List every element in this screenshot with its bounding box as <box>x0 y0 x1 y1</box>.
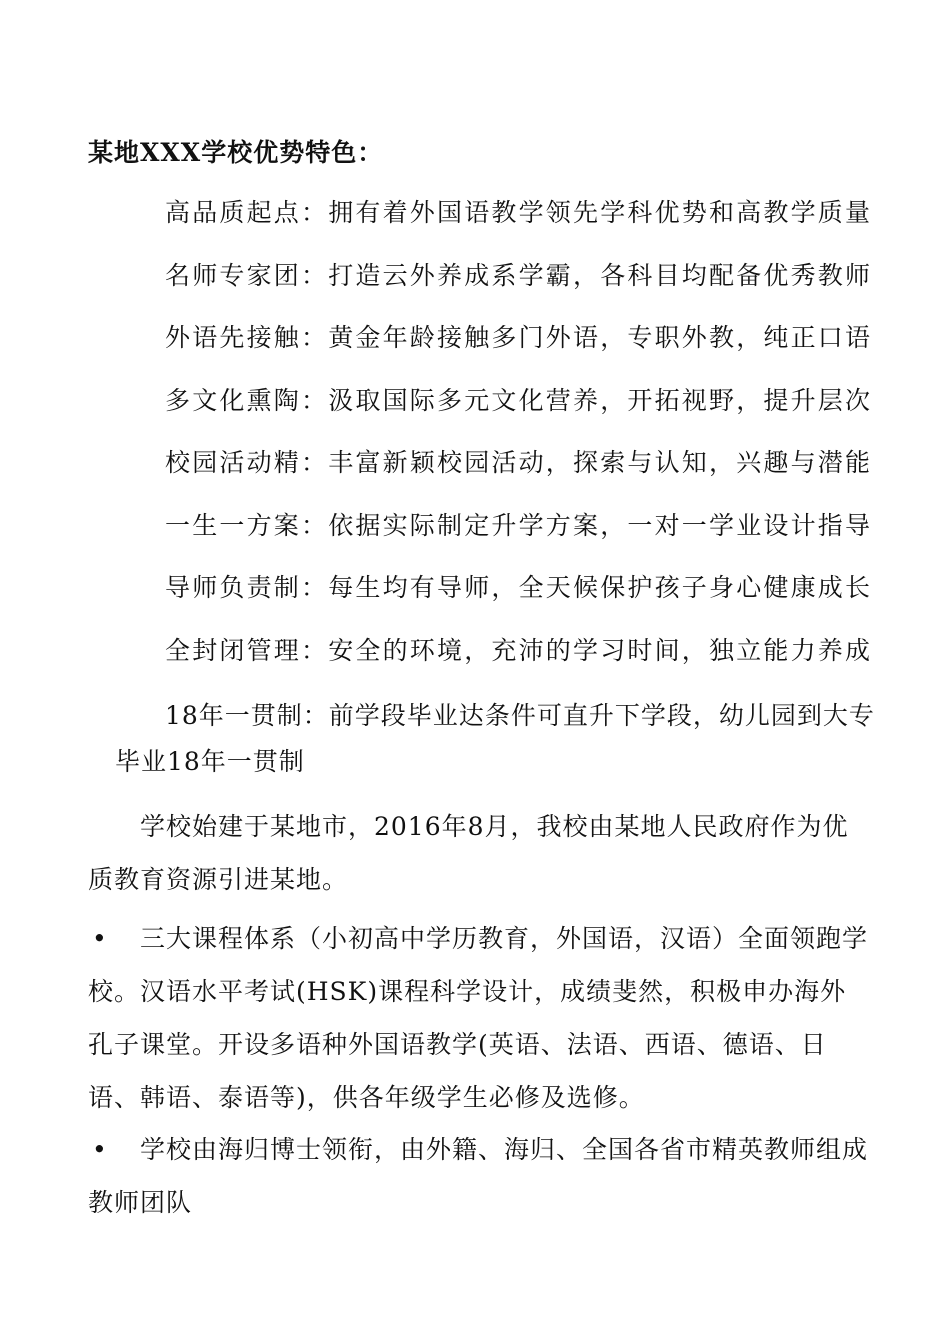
feature-item: 外语先接触：黄金年龄接触多门外语，专职外教，纯正口语 <box>165 323 873 352</box>
intro-text: 学校始建于某地市，2016年8月，我校由某地人民政府作为优质教育资源引进某地。 <box>88 812 849 894</box>
feature-item: 名师专家团：打造云外养成系学霸，各科目均配备优秀教师 <box>165 260 873 290</box>
bullet-text: 三大课程体系（小初高中学历教育，外国语，汉语）全面领跑学校。汉语水平考试(HSK)课程科学设计，成绩斐然，积极申办海外孔子课堂。开设多语种外国语教学(英语、法语、西语、德语、日语、韩语、泰语等)，供各年级学生必修及选修。 <box>88 924 869 1112</box>
feature-item: 导师负责制：每生均有导师，全天候保护孩子身心健康成长 <box>165 573 873 602</box>
feature-last-text: 18年一贯制：前学段毕业达条件可直升下学段，幼儿园到大专毕业18年一贯制 <box>115 701 875 776</box>
feature-item: 一生一方案：依据实际制定升学方案，一对一学业设计指导 <box>165 510 873 540</box>
bullet-icon: • <box>92 924 108 953</box>
bullet-icon: • <box>92 1135 108 1164</box>
bullet-text: 学校由海归博士领衔，由外籍、海归、全国各省市精英教师组成教师团队 <box>88 1135 869 1217</box>
bullet-paragraph <box>88 1123 872 1229</box>
intro-paragraph <box>88 800 872 906</box>
feature-list <box>165 193 885 693</box>
feature-item-last <box>115 693 875 785</box>
feature-item: 校园活动精：丰富新颖校园活动，探索与认知，兴趣与潜能 <box>165 448 873 477</box>
page-title: 某地XXX学校优势特色： <box>88 138 384 167</box>
feature-item: 全封闭管理：安全的环境，充沛的学习时间，独立能力养成 <box>165 635 873 665</box>
feature-item: 高品质起点：拥有着外国语教学领先学科优势和高教学质量 <box>165 198 873 227</box>
bullet-paragraph <box>88 912 872 1124</box>
feature-item: 多文化熏陶：汲取国际多元文化营养，开拓视野，提升层次 <box>165 385 873 415</box>
